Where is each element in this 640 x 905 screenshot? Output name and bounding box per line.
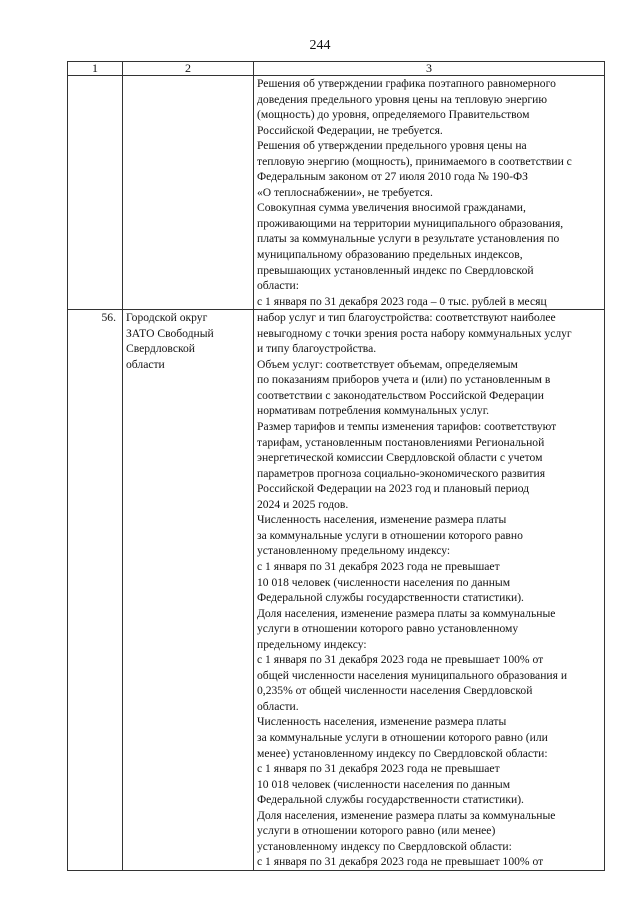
continuation-text xyxy=(257,76,601,309)
municipality-name xyxy=(126,310,250,372)
page-number: 244 xyxy=(309,38,331,53)
text-line: невыгодному с точки зрения роста набору коммунальных услуг xyxy=(257,326,572,340)
text-line: области. xyxy=(257,699,299,713)
text-line: Размер тарифов и темпы изменения тарифов: соответствуют xyxy=(257,420,557,434)
row-56-text-cell xyxy=(254,310,605,871)
text-line: проживающими на территории муниципального образования, xyxy=(257,216,564,230)
table-header-row xyxy=(68,62,605,76)
text-line: Совокупная сумма увеличения вносимой гражданами, xyxy=(257,201,526,215)
text-line: установленному предельному индексу: xyxy=(257,544,451,558)
row-number-cell: 56. xyxy=(68,310,123,871)
text-line: с 1 января по 31 декабря 2023 года не превышает 100% от xyxy=(257,653,544,667)
text-line: энергетической комиссии Свердловской области с учетом xyxy=(257,451,543,465)
text-line: с 1 января по 31 декабря 2023 года не превышает 100% от xyxy=(257,855,544,869)
text-line: «О теплоснабжении», не требуется. xyxy=(257,185,433,199)
text-line: Федеральной службы государственности статистики). xyxy=(257,793,524,807)
text-line: 10 018 человек (численности населения по данным xyxy=(257,575,511,589)
text-line: установленному индексу по Свердловской области: xyxy=(257,839,512,853)
text-line: услуги в отношении которого равно (или менее) xyxy=(257,824,496,838)
text-line: муниципальному образованию предельных индексов, xyxy=(257,248,523,262)
row-number-cell-empty xyxy=(68,76,123,310)
text-line: за коммунальные услуги в отношении которого равно (или xyxy=(257,730,548,744)
text-line: Решения об утверждении графика поэтапного равномерного xyxy=(257,77,556,90)
row-56-text xyxy=(257,310,601,870)
text-line: тепловую энергию (мощность), принимаемого в соответствии с xyxy=(257,154,572,168)
text-line: Объем услуг: соответствует объемам, определяемым xyxy=(257,357,518,371)
municipality-cell xyxy=(123,310,254,871)
text-line: (мощность) до уровня, определяемого Правительством xyxy=(257,108,530,122)
text-line: за коммунальные услуги в отношении которого равно xyxy=(257,528,523,542)
text-line: параметров прогноза социально-экономического развития xyxy=(257,466,546,480)
table-row-continuation xyxy=(68,76,605,310)
text-line: менее) установленному индексу по Свердловской области: xyxy=(257,746,548,760)
column-header-1: 1 xyxy=(68,62,123,76)
text-line: набор услуг и тип благоустройства: соответствуют наиболее xyxy=(257,311,556,325)
document-table xyxy=(67,61,605,871)
text-line: превышающих установленный индекс по Свердловской xyxy=(257,263,534,277)
text-line: области: xyxy=(257,279,299,293)
text-line: Городской округ xyxy=(126,311,208,325)
table-row-56 xyxy=(68,310,605,871)
text-line: Доля населения, изменение размера платы за коммунальные xyxy=(257,808,556,822)
text-line: Федеральным законом от 27 июля 2010 года № 190-ФЗ xyxy=(257,170,528,184)
text-line: Решения об утверждении предельного уровня цены на xyxy=(257,139,527,153)
column-header-2: 2 xyxy=(123,62,254,76)
column-header-3: 3 xyxy=(254,62,605,76)
text-line: Численность населения, изменение размера платы xyxy=(257,715,507,729)
text-line: Российской Федерации на 2023 год и плановый период xyxy=(257,482,530,496)
text-line: тарифам, установленным постановлениями Региональной xyxy=(257,435,545,449)
text-line: с 1 января по 31 декабря 2023 года не превышает xyxy=(257,559,500,573)
text-line: по показаниям приборов учета и (или) по установленным в xyxy=(257,373,551,387)
text-line: общей численности населения муниципального образования и xyxy=(257,668,568,682)
continuation-text-cell xyxy=(254,76,605,310)
municipality-cell-empty xyxy=(123,76,254,310)
text-line: услуги в отношении которого равно установленному xyxy=(257,622,519,636)
text-line: 2024 и 2025 годов. xyxy=(257,497,349,511)
text-line: нормативам потребления коммунальных услуг. xyxy=(257,404,490,418)
text-line: 10 018 человек (численности населения по данным xyxy=(257,777,511,791)
text-line: 0,235% от общей численности населения Свердловской xyxy=(257,684,533,698)
text-line: платы за коммунальные услуги в результате установления по xyxy=(257,232,560,246)
text-line: с 1 января по 31 декабря 2023 года не превышает xyxy=(257,762,500,776)
text-line: Федеральной службы государственности статистики). xyxy=(257,591,524,605)
text-line: предельному индексу: xyxy=(257,637,367,651)
text-line: соответствии с законодательством Российской Федерации xyxy=(257,388,544,402)
text-line: и типу благоустройства. xyxy=(257,342,377,356)
text-line: Свердловской xyxy=(126,342,196,356)
text-line: области xyxy=(126,357,165,371)
text-line: Российской Федерации, не требуется. xyxy=(257,123,443,137)
text-line: доведения предельного уровня цены на тепловую энергию xyxy=(257,92,548,106)
text-line: ЗАТО Свободный xyxy=(126,326,214,340)
text-line: Доля населения, изменение размера платы за коммунальные xyxy=(257,606,556,620)
text-line: с 1 января по 31 декабря 2023 года – 0 тыс. рублей в месяц xyxy=(257,294,547,308)
text-line: Численность населения, изменение размера платы xyxy=(257,513,507,527)
